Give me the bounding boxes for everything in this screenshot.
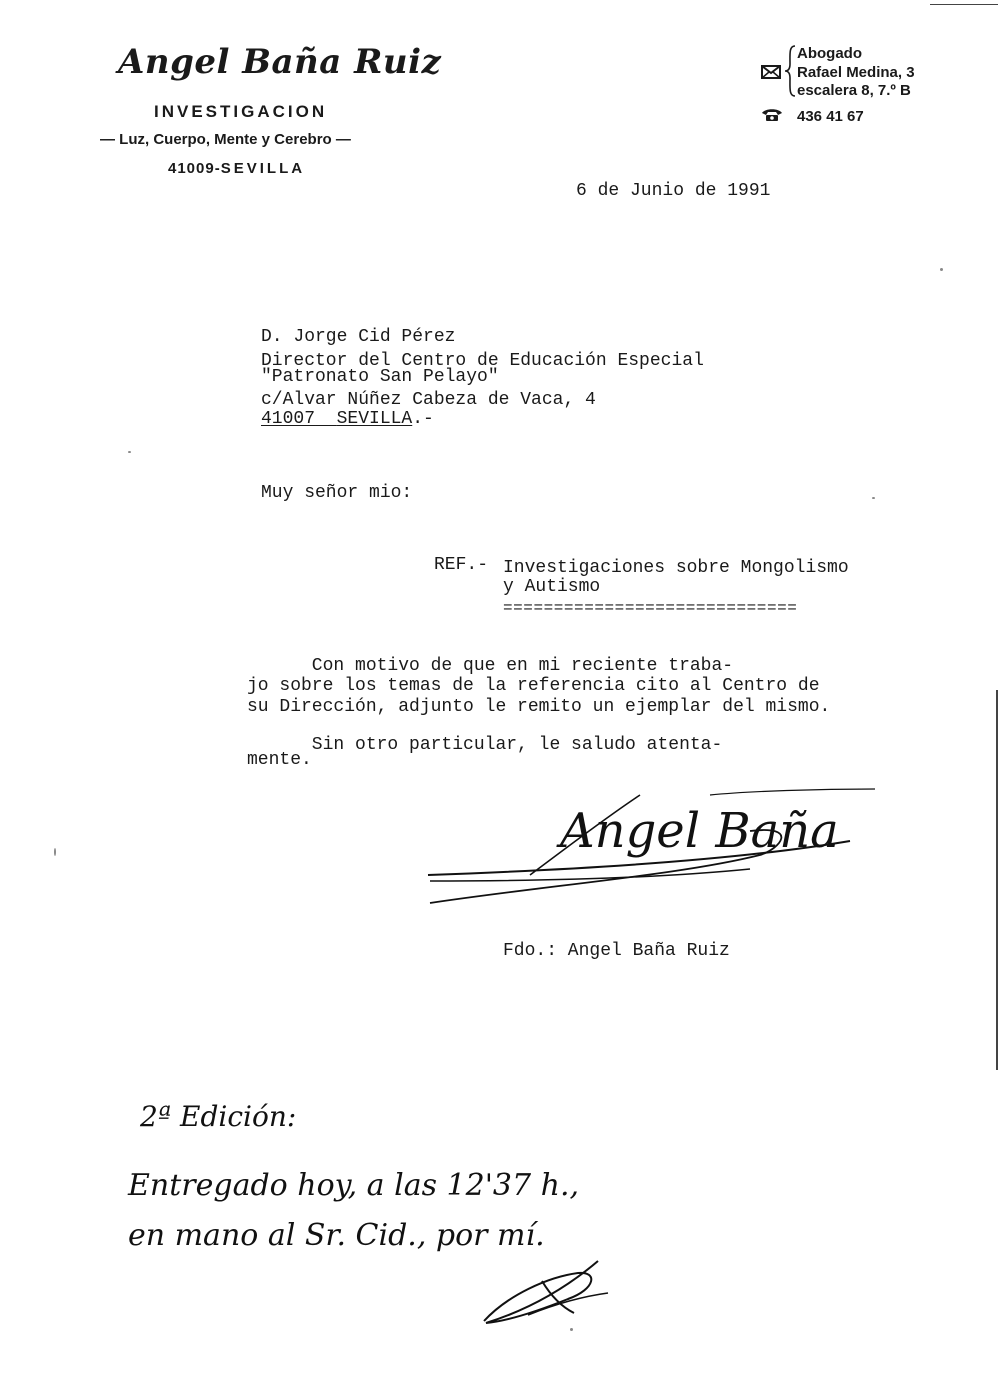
body-p1-line-2: jo sobre los temas de la referencia cito al Centro de [247, 676, 820, 696]
scan-edge-line [996, 690, 998, 1070]
letterhead-motto: — Luz, Cuerpo, Mente y Cerebro — [100, 131, 351, 148]
envelope-icon [761, 65, 781, 79]
letterhead-title: INVESTIGACION [154, 102, 328, 121]
signature-text: Angel Baña [560, 803, 839, 859]
address-line-3: escalera 8, 7.º B [797, 82, 911, 99]
reference-label: REF.- [434, 555, 489, 575]
handwritten-initials [478, 1255, 618, 1335]
scan-speck [872, 497, 875, 499]
body-p2-line-2: mente. [247, 750, 312, 770]
scan-speck [940, 268, 943, 271]
reference-line-2: y Autismo [503, 577, 601, 597]
recipient-city-suffix: .- [412, 409, 434, 429]
letterhead-postal-code: 41009- [168, 160, 221, 177]
address-line-2: Rafael Medina, 3 [797, 64, 915, 81]
recipient-postal: 41007 [261, 409, 316, 429]
recipient-line-1: D. Jorge Cid Pérez [261, 327, 456, 347]
recipient-city-line [261, 409, 434, 429]
letterhead-phone: 436 41 67 [797, 108, 864, 125]
address-line-1: Abogado [797, 45, 862, 62]
signature [420, 785, 880, 915]
recipient-city: SEVILLA [336, 409, 413, 429]
handwritten-line-3: en mano al Sr. Cid., por mí. [128, 1218, 545, 1253]
signed-by: Fdo.: Angel Baña Ruiz [503, 941, 730, 961]
telephone-icon [761, 108, 783, 122]
recipient-line-3: "Patronato San Pelayo" [261, 367, 499, 387]
salutation: Muy señor mio: [261, 483, 413, 503]
scan-speck [570, 1328, 573, 1331]
body-p1-line-3: su Dirección, adjunto le remito un ejemplar del mismo. [247, 697, 831, 717]
body-p1-line-1: Con motivo de que en mi reciente traba- [247, 656, 734, 676]
handwritten-line-1: 2ª Edición: [140, 1100, 297, 1133]
reference-underline: ============================= [503, 599, 798, 617]
address-brace [784, 44, 796, 98]
scan-speck [54, 848, 56, 856]
recipient-line-2: Director del Centro de Educación Especial [261, 351, 704, 371]
letterhead-name: Angel Baña Ruiz [118, 42, 442, 82]
scan-top-line [930, 4, 998, 5]
letterhead-city-line [168, 160, 305, 177]
letter-date: 6 de Junio de 1991 [576, 181, 771, 201]
reference-line-1: Investigaciones sobre Mongolismo [503, 558, 849, 578]
handwritten-line-2: Entregado hoy, a las 12'37 h., [128, 1168, 580, 1203]
scan-speck [128, 451, 131, 453]
letterhead-city: SEVILLA [220, 160, 306, 177]
body-p2-line-1: Sin otro particular, le saludo atenta- [247, 735, 723, 755]
recipient-line-4: c/Alvar Núñez Cabeza de Vaca, 4 [261, 390, 596, 410]
